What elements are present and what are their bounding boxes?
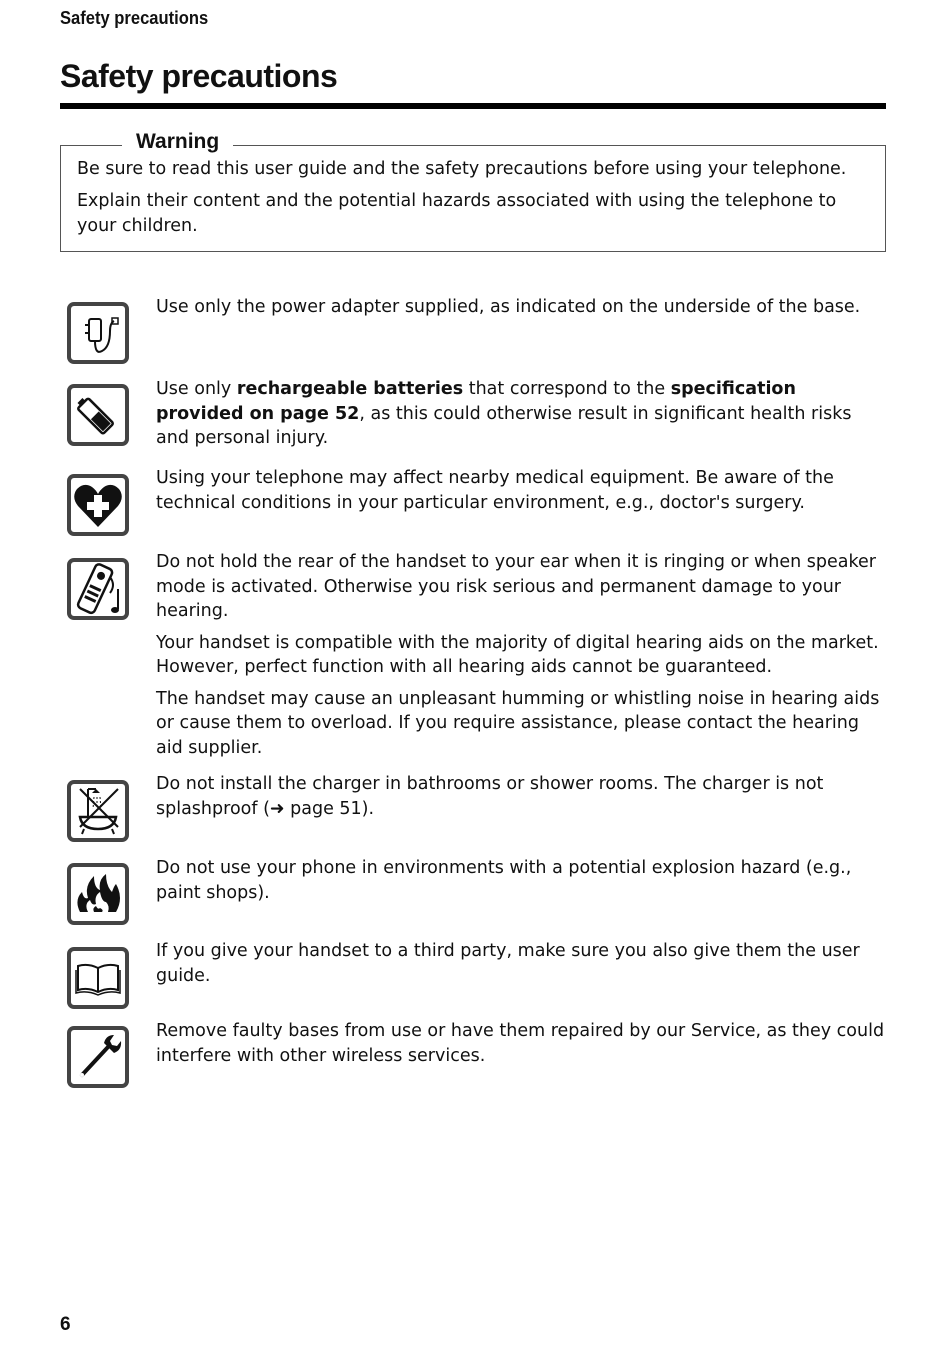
- medical-heart-icon: [66, 473, 130, 537]
- page-number: 6: [60, 1314, 71, 1335]
- guide-text: If you give your handset to a third party, make sure you also give them the user guide.: [156, 941, 860, 986]
- running-header: Safety precautions: [60, 8, 209, 28]
- title-rule: [60, 103, 886, 109]
- warning-text: [77, 157, 877, 246]
- battery-text: Use only rechargeable batteries that correspond to the specification provided on page 52, as this could otherwise result in significant health risks and personal injury.: [156, 379, 852, 448]
- ringing-handset-icon: [66, 557, 130, 621]
- explosion-text: Do not use your phone in environments with a potential explosion hazard (e.g., paint shops).: [156, 858, 852, 903]
- warning-text-2: Explain their content and the potential hazards associated with using the telephone to your children.: [77, 191, 837, 236]
- arrow-icon: ➜: [269, 798, 285, 819]
- power-adapter-text: Use only the power adapter supplied, as indicated on the underside of the base.: [156, 297, 861, 317]
- bathroom-text: Do not install the charger in bathrooms or shower rooms. The charger is not splashproof (➜ page 51).: [156, 774, 824, 819]
- no-shower-icon: [66, 779, 130, 843]
- hearing-text: [156, 550, 886, 767]
- warning-text-1: Be sure to read this user guide and the safety precautions before using your telephone.: [77, 159, 847, 179]
- power-adapter-icon: [66, 301, 130, 365]
- battery-bold-1: rechargeable batteries: [236, 379, 464, 399]
- medical-text: Using your telephone may affect nearby medical equipment. Be aware of the technical conditions in your particular environment, e.g., doctor's surgery.: [156, 468, 834, 513]
- repair-text: Remove faulty bases from use or have them repaired by our Service, as they could interfere with other wireless services.: [156, 1021, 885, 1066]
- battery-bold-2: specification provided on page 52: [156, 379, 796, 424]
- hearing-text-1: Do not hold the rear of the handset to your ear when it is ringing or when speaker mode is activated. Otherwise you risk serious and permanent damage to your hearing.: [156, 552, 876, 621]
- hearing-text-3: The handset may cause an unpleasant humming or whistling noise in hearing aids or cause them to overload. If you require assistance, please contact the hearing aid supplier.: [156, 688, 880, 758]
- wrench-icon: [66, 1025, 130, 1089]
- hearing-text-2: Your handset is compatible with the majority of digital hearing aids on the market. However, perfect function with all hearing aids cannot be guaranteed.: [156, 632, 879, 677]
- fire-hazard-icon: [66, 862, 130, 926]
- book-icon: [66, 946, 130, 1010]
- page-title: Safety precautions: [60, 58, 338, 94]
- battery-icon: [66, 383, 130, 447]
- warning-label: Warning: [122, 130, 233, 154]
